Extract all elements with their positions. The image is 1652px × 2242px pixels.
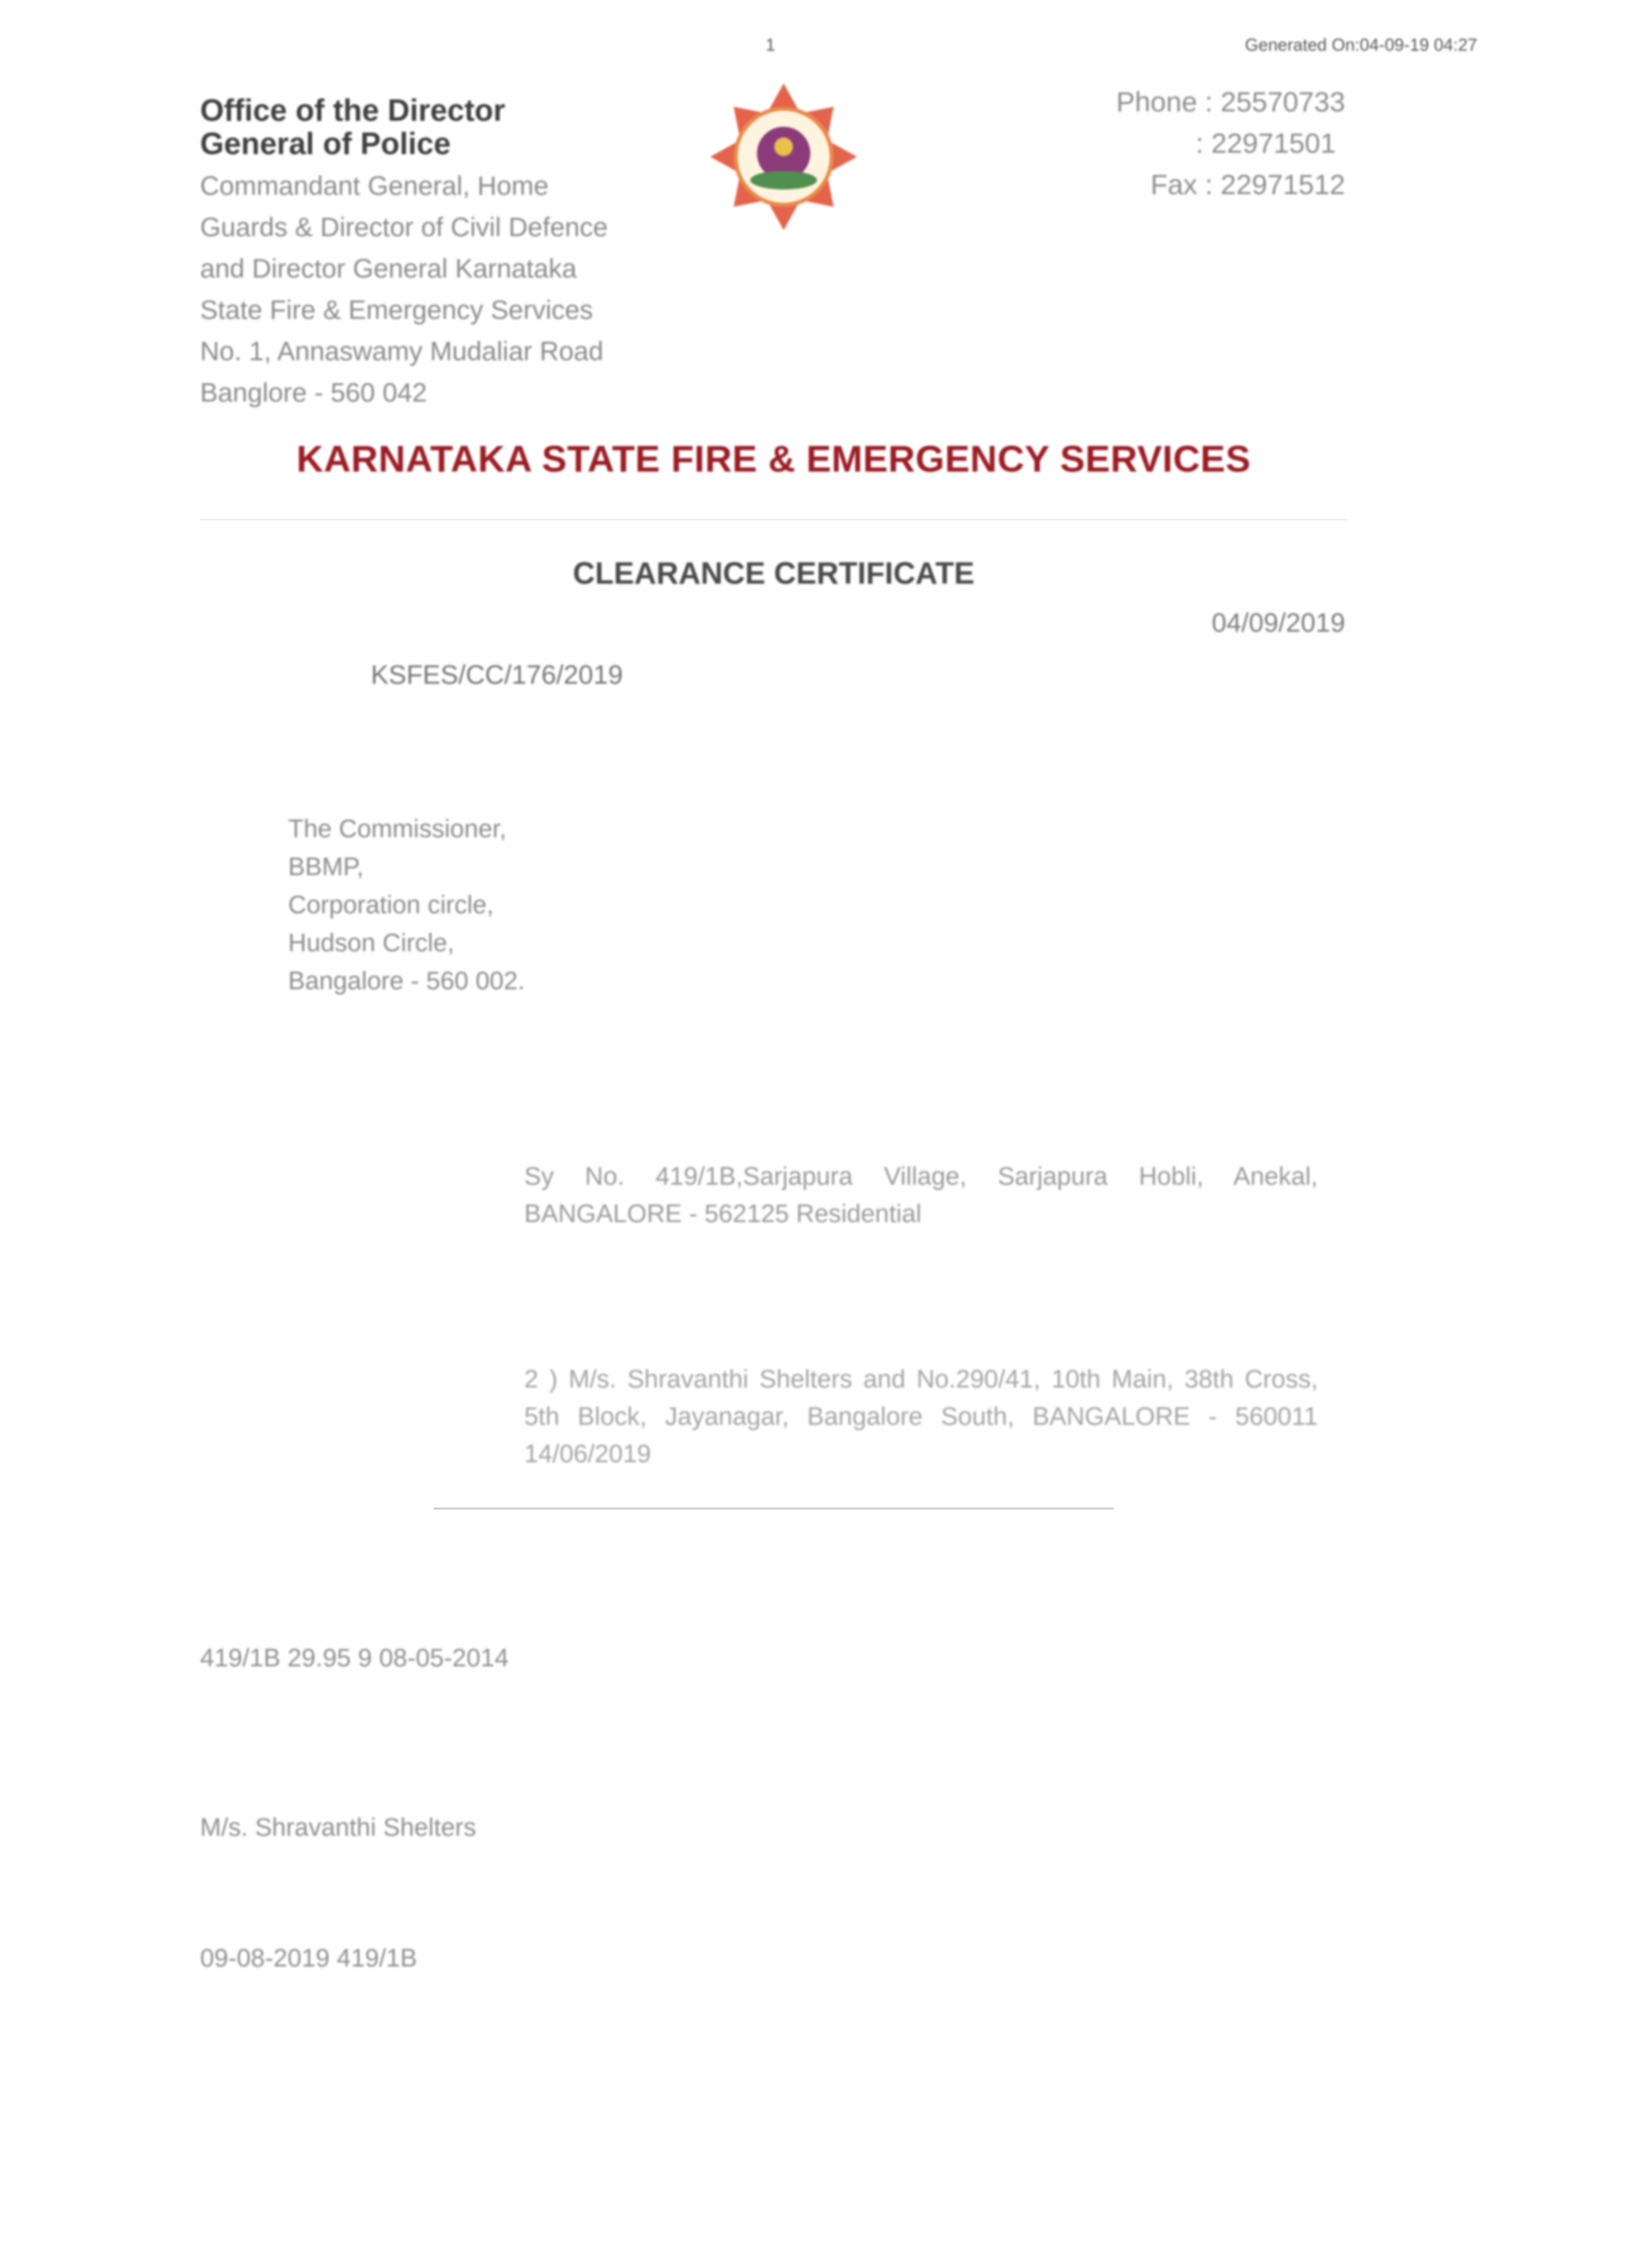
office-address-line: State Fire & Emergency Services (200, 296, 594, 325)
office-address-line: No. 1, Annaswamy Mudaliar Road (200, 337, 604, 366)
reference-number: KSFES/CC/176/2019 (371, 660, 623, 690)
addressee-line: Bangalore - 560 002. (288, 967, 525, 995)
office-address-line: and Director General Karnataka (200, 254, 577, 284)
office-address-line: Banglore - 560 042 (200, 378, 428, 408)
office-address-block (200, 93, 667, 414)
addressee-line: BBMP, (288, 853, 364, 881)
office-address-line: Guards & Director of Civil Defence (200, 213, 608, 242)
subject-text: Sy No. 419/1B,Sarjapura Village, Sarjapura Hobli, Anekal, BANGALORE - 562125 Residential (524, 1163, 1318, 1228)
body-paragraph-1: 419/1B 29.95 9 08-05-2014 (200, 1644, 509, 1672)
phone-number-2: : 22971501 (1195, 127, 1336, 159)
office-title-line1: Office of the Director (200, 93, 506, 127)
certificate-title: CLEARANCE CERTIFICATE (572, 556, 975, 590)
office-address-line: Commandant General, Home (200, 171, 549, 201)
emblem-icon (707, 80, 860, 233)
office-title-line2: General of Police (200, 126, 451, 161)
header-divider (200, 519, 1347, 520)
generated-timestamp: Generated On:04-09-19 04:27 (1245, 35, 1477, 55)
section-divider (434, 1508, 1114, 1510)
fax-number: Fax : 22971512 (1150, 169, 1345, 200)
addressee-block (288, 810, 525, 1001)
certificate-date: 04/09/2019 (1211, 608, 1345, 638)
page-number: 1 (766, 35, 776, 55)
organization-name: KARNATAKA STATE FIRE & EMERGENCY SERVICES (296, 438, 1251, 480)
contact-block (1116, 81, 1345, 205)
reference-item-2: 2 ) M/s. Shravanthi Shelters and No.290/41, 10th Main, 38th Cross, 5th Block, Jayanagar, Bangalore South, BANGALORE - 560011 14/06/2019 (524, 1365, 1318, 1468)
addressee-line: The Commissioner, (288, 815, 507, 843)
body-paragraph-3: 09-08-2019 419/1B (200, 1944, 418, 1973)
phone-number-1: Phone : 25570733 (1116, 86, 1345, 117)
addressee-line: Corporation circle, (288, 891, 494, 919)
body-paragraph-2: M/s. Shravanthi Shelters (200, 1814, 476, 1842)
addressee-line: Hudson Circle, (288, 929, 455, 957)
